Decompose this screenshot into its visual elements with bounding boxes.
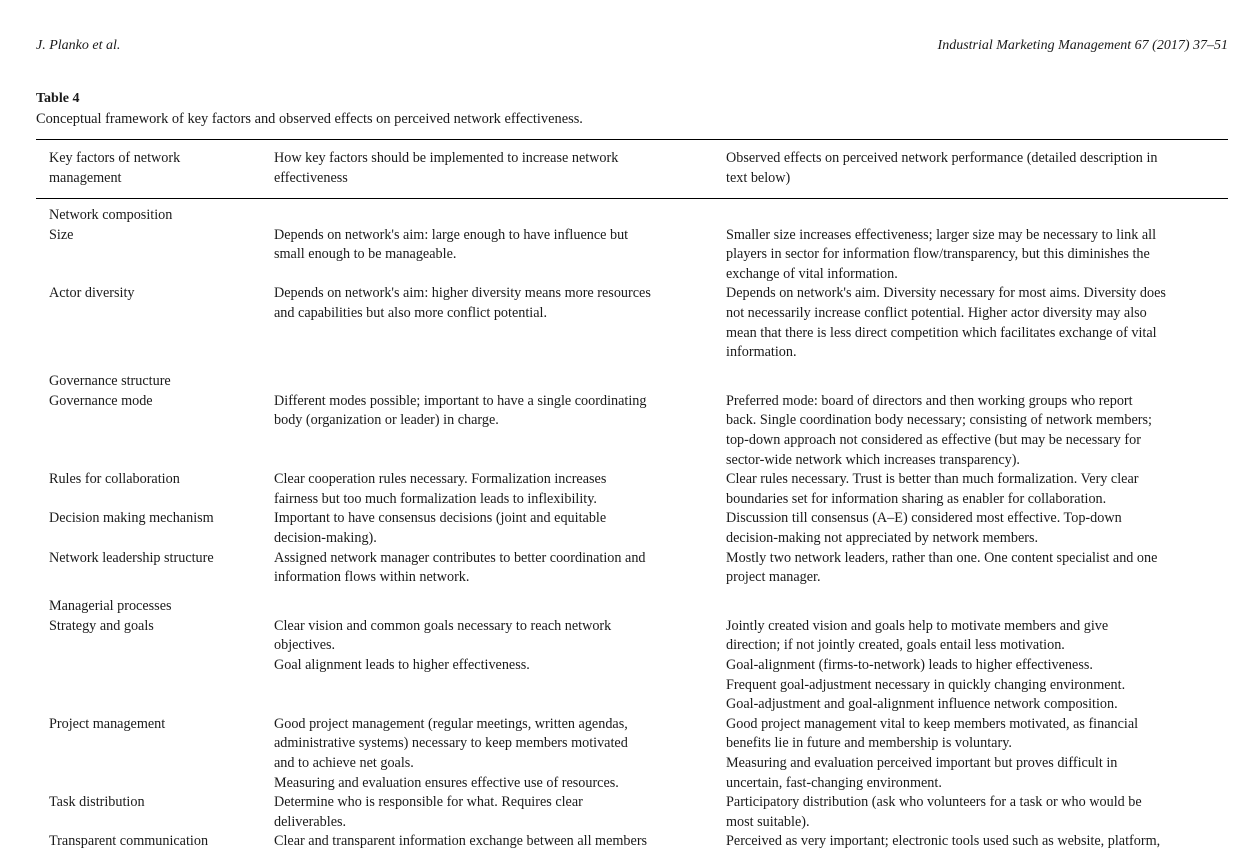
key-factor-cell: Network composition bbox=[49, 207, 173, 223]
observed-effect-cell: uncertain, fast-changing environment. bbox=[726, 774, 942, 791]
observed-effect-cell: Goal-alignment (firms-to-network) leads to higher effectiveness. bbox=[726, 657, 1093, 674]
implementation-cell: administrative systems) necessary to keep members motivated bbox=[274, 735, 628, 752]
table-row bbox=[0, 304, 1260, 324]
table-row bbox=[0, 226, 1260, 246]
table-row bbox=[0, 324, 1260, 344]
observed-effect-cell: Jointly created vision and goals help to motivate members and give bbox=[726, 617, 1109, 634]
observed-effect-cell: Perceived as very important; electronic tools used such as website, platform, bbox=[726, 833, 1161, 850]
key-factor-cell: Managerial processes bbox=[49, 598, 172, 615]
observed-effect-cell: Participatory distribution (ask who volunteers for a task or who would be bbox=[726, 794, 1142, 811]
table-row bbox=[0, 695, 1260, 715]
key-factor-cell: Project management bbox=[49, 715, 166, 732]
implementation-cell: small enough to be manageable. bbox=[274, 246, 457, 263]
observed-effect-cell: back. Single coordination body necessary; consisting of network members; bbox=[726, 412, 1152, 429]
observed-effect-cell: Smaller size increases effectiveness; larger size may be necessary to link all bbox=[726, 226, 1157, 243]
observed-effect-cell: mean that there is less direct competition which facilitates exchange of vital bbox=[726, 324, 1157, 341]
observed-effect-cell: Frequent goal-adjustment necessary in quickly changing environment. bbox=[726, 676, 1126, 693]
key-factor-cell: Rules for collaboration bbox=[49, 471, 180, 488]
observed-effect-cell: boundaries set for information sharing as enabler for collaboration. bbox=[726, 490, 1107, 507]
column-header-implementation bbox=[274, 149, 618, 188]
table-row bbox=[0, 734, 1260, 754]
table-row bbox=[0, 470, 1260, 490]
observed-effect-cell: Goal-adjustment and goal-alignment influence network composition. bbox=[726, 696, 1118, 713]
implementation-cell: fairness but too much formalization leads to inflexibility. bbox=[274, 490, 597, 507]
table-row bbox=[0, 774, 1260, 794]
key-factor-cell: Size bbox=[49, 226, 74, 243]
observed-effect-cell: information. bbox=[726, 344, 797, 361]
table-row bbox=[0, 343, 1260, 363]
table-row bbox=[0, 392, 1260, 412]
observed-effect-cell: benefits lie in future and membership is voluntary. bbox=[726, 735, 1012, 752]
observed-effect-cell: Clear rules necessary. Trust is better than much formalization. Very clear bbox=[726, 471, 1139, 488]
observed-effect-cell: top-down approach not considered as effective (but may be necessary for bbox=[726, 432, 1141, 449]
table-row bbox=[0, 568, 1260, 588]
implementation-cell: Goal alignment leads to higher effectiveness. bbox=[274, 657, 530, 674]
key-factor-cell: Strategy and goals bbox=[49, 617, 154, 634]
implementation-cell: and to achieve net goals. bbox=[274, 755, 414, 772]
header-line: text below) bbox=[726, 169, 791, 186]
observed-effect-cell: Depends on network's aim. Diversity necessary for most aims. Diversity does bbox=[726, 285, 1166, 302]
table-row bbox=[0, 754, 1260, 774]
implementation-cell: Depends on network's aim: large enough to have influence but bbox=[274, 226, 629, 243]
observed-effect-cell: project manager. bbox=[726, 569, 821, 586]
table-row bbox=[0, 206, 1260, 226]
key-factor-cell: Governance structure bbox=[49, 373, 171, 390]
key-factor-cell: Decision making mechanism bbox=[49, 510, 214, 527]
table-row bbox=[0, 636, 1260, 656]
table-row bbox=[0, 597, 1260, 617]
implementation-cell: deliverables. bbox=[274, 813, 347, 830]
implementation-cell: Important to have consensus decisions (joint and equitable bbox=[274, 510, 607, 527]
observed-effect-cell: Preferred mode: board of directors and then working groups who report bbox=[726, 392, 1133, 409]
column-header-key-factors bbox=[49, 149, 180, 188]
table-top-rule bbox=[36, 139, 1228, 140]
table-row bbox=[0, 431, 1260, 451]
table-row bbox=[0, 490, 1260, 510]
implementation-cell: and capabilities but also more conflict potential. bbox=[274, 304, 548, 321]
implementation-cell: body (organization or leader) in charge. bbox=[274, 412, 499, 429]
table-row bbox=[0, 813, 1260, 833]
table-row bbox=[0, 793, 1260, 813]
table-row bbox=[0, 509, 1260, 529]
observed-effect-cell: players in sector for information flow/transparency, but this diminishes the bbox=[726, 246, 1150, 263]
implementation-cell: Clear vision and common goals necessary to reach network bbox=[274, 617, 612, 634]
key-factor-cell: Network leadership structure bbox=[49, 549, 214, 566]
table-row bbox=[0, 715, 1260, 735]
key-factor-cell: Task distribution bbox=[49, 794, 145, 811]
table-row bbox=[0, 529, 1260, 549]
key-factor-cell: Actor diversity bbox=[49, 285, 135, 302]
implementation-cell: objectives. bbox=[274, 637, 336, 654]
table-caption: Conceptual framework of key factors and observed effects on perceived network effectiveness. bbox=[36, 111, 583, 127]
observed-effect-cell: not necessarily increase conflict potential. Higher actor diversity may also bbox=[726, 304, 1147, 321]
implementation-cell: information flows within network. bbox=[274, 569, 470, 586]
table-row bbox=[0, 284, 1260, 304]
implementation-cell: Clear and transparent information exchange between all members bbox=[274, 833, 648, 850]
key-factor-cell: Transparent communication bbox=[49, 833, 209, 850]
section-gap bbox=[0, 588, 1260, 598]
observed-effect-cell: decision-making not appreciated by network members. bbox=[726, 530, 1039, 546]
header-line: management bbox=[49, 169, 122, 186]
observed-effect-cell: direction; if not jointly created, goals entail less motivation. bbox=[726, 637, 1065, 654]
observed-effect-cell: most suitable). bbox=[726, 813, 810, 830]
header-line: Observed effects on perceived network performance (detailed description in bbox=[726, 150, 1158, 166]
table-row bbox=[0, 411, 1260, 431]
observed-effect-cell: Mostly two network leaders, rather than one. One content specialist and one bbox=[726, 549, 1158, 566]
implementation-cell: decision-making). bbox=[274, 530, 377, 546]
header-line: How key factors should be implemented to increase network bbox=[274, 150, 619, 166]
table-label: Table 4 bbox=[36, 91, 80, 106]
header-line: effectiveness bbox=[274, 169, 348, 186]
running-header-authors: J. Planko et al. bbox=[36, 38, 121, 53]
table-row bbox=[0, 656, 1260, 676]
observed-effect-cell: exchange of vital information. bbox=[726, 265, 898, 282]
implementation-cell: Determine who is responsible for what. Requires clear bbox=[274, 794, 583, 811]
table-row bbox=[0, 832, 1260, 852]
section-gap bbox=[0, 363, 1260, 373]
header-line: Key factors of network bbox=[49, 150, 181, 166]
table-header-rule bbox=[36, 198, 1228, 199]
table-row bbox=[0, 549, 1260, 569]
observed-effect-cell: Good project management vital to keep members motivated, as financial bbox=[726, 715, 1139, 732]
observed-effect-cell: Measuring and evaluation perceived important but proves difficult in bbox=[726, 755, 1118, 772]
table-row bbox=[0, 265, 1260, 285]
implementation-cell: Clear cooperation rules necessary. Formalization increases bbox=[274, 471, 607, 488]
table-row bbox=[0, 245, 1260, 265]
observed-effect-cell: Discussion till consensus (A–E) considered most effective. Top-down bbox=[726, 510, 1122, 527]
column-header-observed-effects bbox=[726, 149, 1158, 188]
table-row bbox=[0, 372, 1260, 392]
observed-effect-cell: sector-wide network which increases transparency). bbox=[726, 451, 1020, 468]
running-header-journal: Industrial Marketing Management 67 (2017) 37–51 bbox=[937, 38, 1228, 53]
implementation-cell: Good project management (regular meetings, written agendas, bbox=[274, 715, 628, 732]
table-row bbox=[0, 617, 1260, 637]
table-body bbox=[0, 206, 1260, 852]
implementation-cell: Depends on network's aim: higher diversity means more resources bbox=[274, 285, 651, 302]
table-row bbox=[0, 676, 1260, 696]
implementation-cell: Measuring and evaluation ensures effective use of resources. bbox=[274, 774, 619, 791]
implementation-cell: Different modes possible; important to have a single coordinating bbox=[274, 392, 647, 409]
table-row bbox=[0, 451, 1260, 471]
key-factor-cell: Governance mode bbox=[49, 392, 153, 409]
implementation-cell: Assigned network manager contributes to better coordination and bbox=[274, 549, 646, 566]
